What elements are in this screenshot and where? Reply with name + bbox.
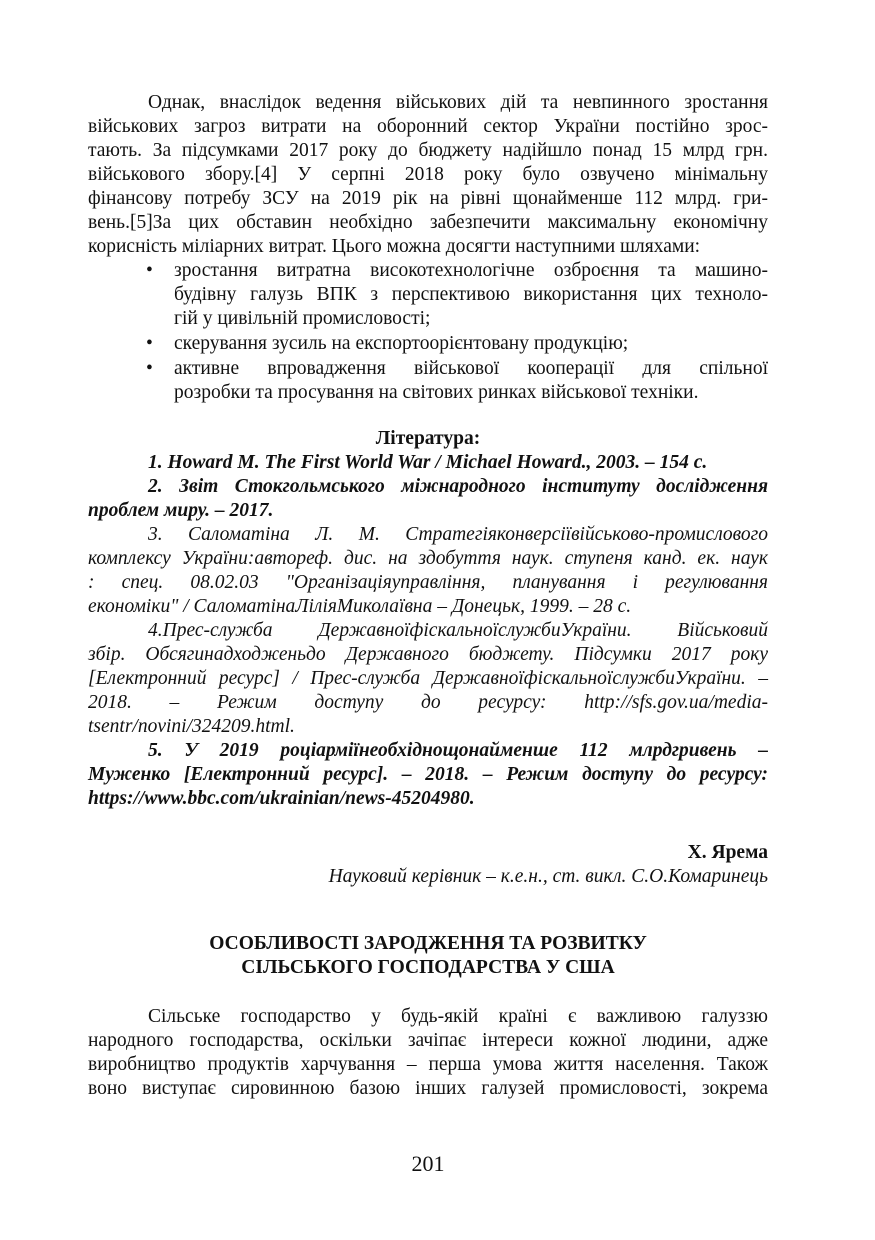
text-line: збір. Обсягинадходженьдо Державного бюджету. Підсумки 2017 року bbox=[88, 644, 768, 665]
text-line: Муженко [Електронний ресурс]. – 2018. – Режим доступу до ресурсу: bbox=[88, 764, 768, 785]
text-line: вень.[5]За цих обставин необхідно забезпечити максимальну економічну bbox=[88, 212, 768, 233]
article-title bbox=[88, 932, 768, 980]
text-line: Однак, внаслідок ведення військових дій та невпинного зростання bbox=[148, 92, 768, 113]
bullet-item bbox=[88, 357, 768, 405]
text-line: військового збору.[4] У серпні 2018 року було озвучено мінімальну bbox=[88, 164, 768, 185]
intro-paragraph bbox=[88, 91, 768, 259]
supervisor: Науковий керівник – к.е.н., ст. викл. С.О.Комаринець bbox=[328, 866, 768, 887]
reference-item bbox=[88, 523, 768, 619]
text-line: корисність міліарних витрат. Цього можна досягти наступними шляхами: bbox=[88, 236, 701, 257]
text-line: 1. Howard M. The First World War / Michael Howard., 2003. – 154 с. bbox=[148, 452, 708, 473]
bullet-icon: • bbox=[146, 358, 153, 379]
bullet-text: активне впровадження військової кооперації для спільної bbox=[174, 358, 768, 379]
text-line: будівну галузь ВПК з перспективою використання цих техноло- bbox=[174, 284, 768, 305]
bullet-item bbox=[88, 332, 768, 356]
text-line: виробництво продуктів харчування – перша умова життя населення. Також bbox=[88, 1054, 768, 1075]
text-line: розробки та просування на світових ринках військової техніки. bbox=[174, 382, 699, 403]
bullet-list bbox=[88, 259, 768, 405]
text-line: воно виступає сировинною базою інших галузей промисловості, зокрема bbox=[88, 1078, 768, 1099]
title-line: ОСОБЛИВОСТІ ЗАРОДЖЕННЯ ТА РОЗВИТКУ bbox=[209, 933, 647, 954]
text-line: гій у цивільній промисловості; bbox=[174, 308, 431, 329]
bullet-item bbox=[88, 259, 768, 331]
text-line: народного господарства, оскільки зачіпає інтереси кожної людини, адже bbox=[88, 1030, 768, 1051]
text-line: комплексу України:автореф. дис. на здобуття наук. ступеня канд. ек. наук bbox=[88, 548, 768, 569]
text-line bbox=[88, 357, 768, 381]
text-line: 5. У 2019 роціарміїнеобхіднощонайменше 112 млрдгривень – bbox=[148, 740, 768, 761]
text-line: https://www.bbc.com/ukrainian/news-45204980. bbox=[88, 788, 475, 809]
text-line: 2018. – Режим доступу до ресурсу: http://sfs.gov.ua/media- bbox=[88, 692, 768, 713]
reference-item bbox=[88, 619, 768, 739]
text-line: військових загроз витрати на оборонний сектор України постійно зрос- bbox=[88, 116, 768, 137]
text-line: тають. За підсумками 2017 року до бюджету надійшло понад 15 млрд грн. bbox=[88, 140, 768, 161]
text-line: Сільське господарство у будь-якій країні є важливою галуззю bbox=[148, 1006, 768, 1027]
page-number: 201 bbox=[411, 1151, 445, 1176]
references-heading: Література: bbox=[375, 428, 481, 449]
bullet-text: скерування зусиль на експортоорієнтовану продукцію; bbox=[174, 333, 629, 354]
bullet-icon: • bbox=[146, 260, 153, 281]
text-line: 3. Саломатіна Л. М. Стратегіяконверсіївійськово-промислового bbox=[148, 524, 768, 545]
reference-item bbox=[88, 475, 768, 523]
text-line: фінансову потребу ЗСУ на 2019 рік на рівні щонайменше 112 млрд. гри- bbox=[88, 188, 768, 209]
references-list bbox=[88, 451, 768, 811]
text-line bbox=[88, 332, 768, 356]
text-line bbox=[88, 259, 768, 283]
reference-item bbox=[88, 451, 768, 475]
text-line: 4.Прес-служба ДержавноїфіскальноїслужбиУкраїни. Військовий bbox=[148, 620, 768, 641]
text-line: економіки" / СаломатінаЛіліяМиколаївна – Донецьк, 1999. – 28 с. bbox=[88, 596, 632, 617]
text-line: проблем миру. – 2017. bbox=[88, 500, 274, 521]
text-line: tsentr/novini/324209.html. bbox=[88, 716, 295, 737]
bullet-icon: • bbox=[146, 333, 153, 354]
text-line: 2. Звіт Стокгольмського міжнародного інституту дослідження bbox=[148, 476, 768, 497]
reference-item bbox=[88, 739, 768, 811]
title-line: СІЛЬСЬКОГО ГОСПОДАРСТВА У США bbox=[241, 957, 615, 978]
author-name: Х. Ярема bbox=[687, 842, 768, 863]
text-line: : спец. 08.02.03 "Організаціяуправління, планування і регулювання bbox=[88, 572, 768, 593]
bullet-text: зростання витратна високотехнологічне озброєння та машино- bbox=[174, 260, 768, 281]
body-paragraph bbox=[88, 1005, 768, 1101]
text-line: [Електронний ресурс] / Прес-служба ДержавноїфіскальноїслужбиУкраїни. – bbox=[88, 668, 768, 689]
